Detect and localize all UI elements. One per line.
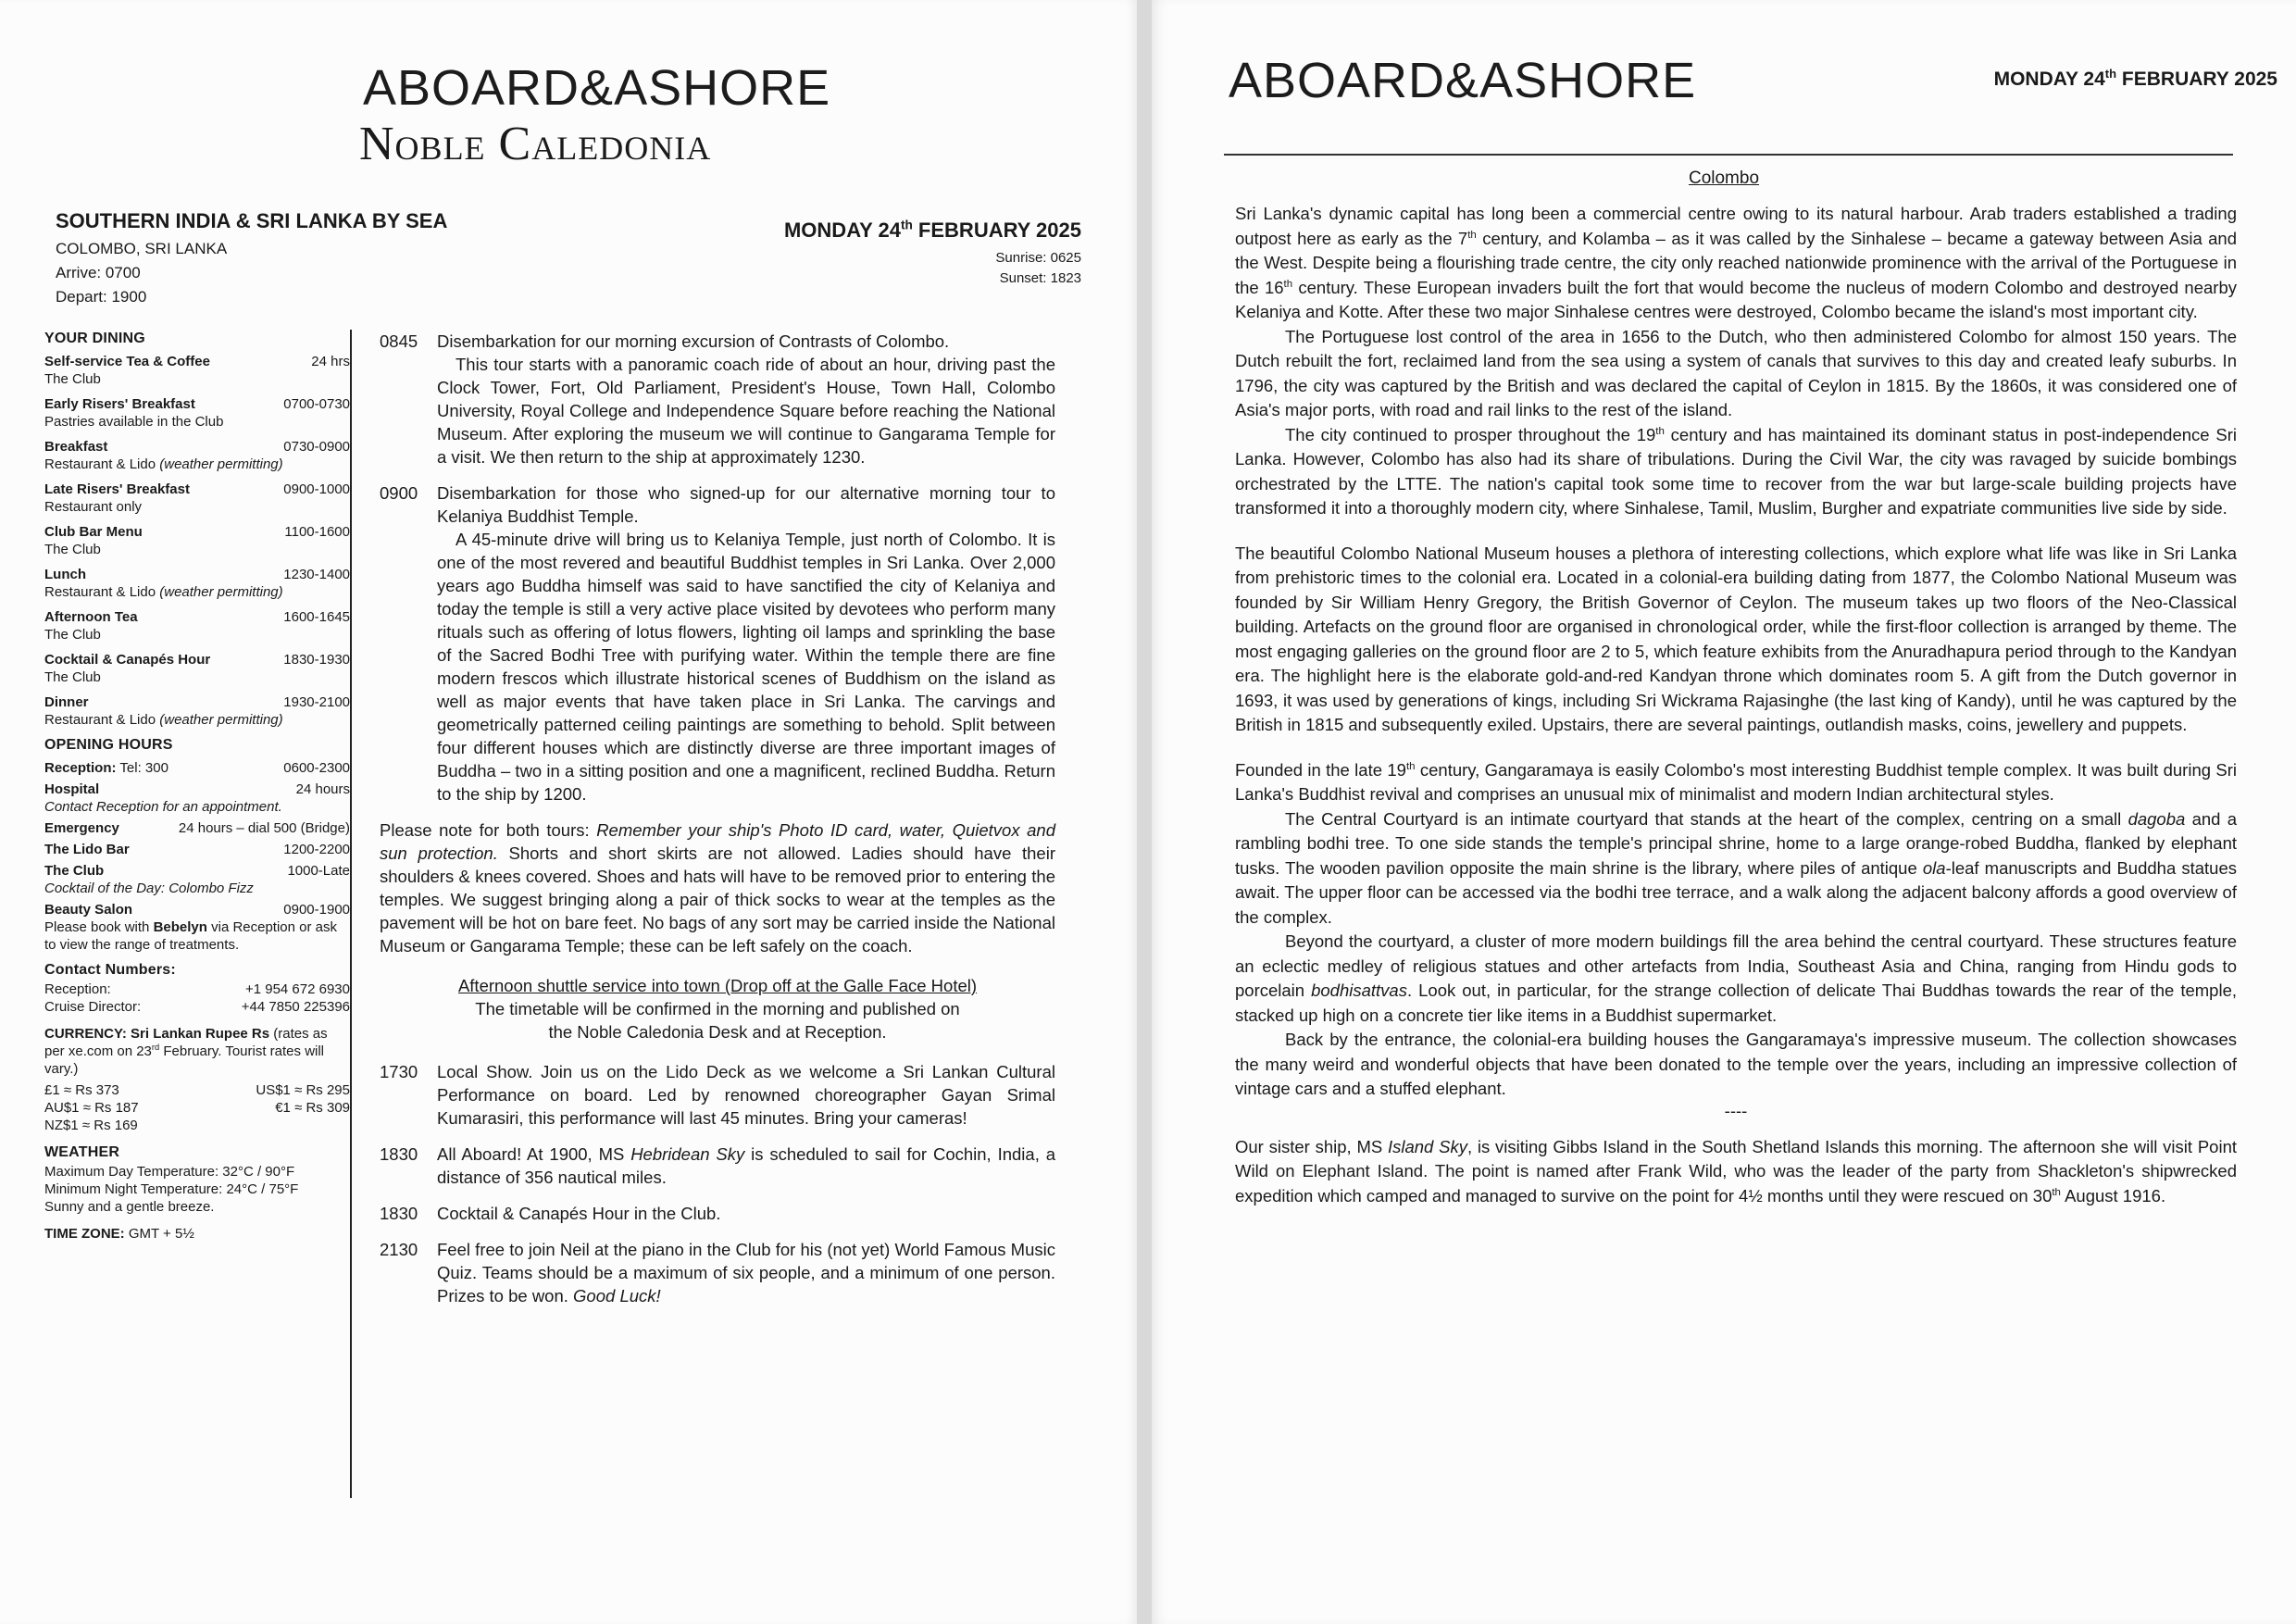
entry-italic: Good Luck! bbox=[573, 1286, 661, 1305]
dining-row bbox=[44, 438, 350, 473]
entry-text: on board. Led by renowned choreographer Gayan Srimal Kumarasiri, this performance will last 45 minutes. Bring your cameras! bbox=[437, 1085, 1055, 1128]
dining-time: 1230-1400 bbox=[283, 567, 350, 582]
dining-name: Cocktail & Canapés Hour bbox=[44, 652, 211, 668]
rate-row bbox=[44, 1099, 350, 1117]
entry-text: A 45-minute drive will bring us to Kelaniya Temple, just north of Colombo. It is one of the most revered and beautiful Buddhist temples in Sri Lanka. Over 2,000 years ago Buddha himself was said to have sanctified the city of Kelaniya and today the temple is still a very active place visited by devotees who perform many rituals such as offering of lotus flowers, lighting oil lamps and sprinkling the base of the Sacred Bodhi Tree with purifying water. Within the temple there are fine modern frescos which illustrate historical scenes of Buddhism on the island as well as major events that have taken place in Sri Lanka. The carvings and geometrically patterned ceiling paintings are something to behold. Split between four different houses which are distinctly diverse are three important images of Buddha – two in a sitting position and one a magnificent, reclined Buddha. Return to the ship by 1200. bbox=[437, 530, 1055, 804]
entry-text: , a distance of 356 nautical miles. bbox=[437, 1144, 1055, 1187]
para-text: century, bbox=[1415, 759, 1485, 780]
date-day: MONDAY 24 bbox=[783, 219, 901, 242]
entry-time: 0900 bbox=[380, 483, 418, 503]
masthead-title: ABOARD&ASHORE bbox=[363, 60, 831, 116]
hours-name: The Club bbox=[44, 863, 105, 879]
dining-note: (weather permitting) bbox=[159, 456, 283, 472]
paragraph bbox=[1235, 930, 2237, 1028]
dining-time: 1600-1645 bbox=[283, 609, 350, 625]
spacer bbox=[1235, 521, 2237, 542]
shuttle-title: Afternoon shuttle service into town (Drop off at the Galle Face Hotel) bbox=[457, 976, 978, 995]
entry-highlight: Neil bbox=[559, 1240, 590, 1259]
para-italic: dagoba bbox=[2128, 808, 2186, 829]
para-text: The city continued to prosper throughout the 19 bbox=[1285, 424, 1656, 444]
paragraph: Back by the entrance, the colonial-era building houses the Gangaramaya's impressive museum. The collection showcases the many weird and wonderful objects that have been donated to the temple over the years, including an impressive collection of vintage cars and a stuffed elephant. bbox=[1235, 1030, 2237, 1098]
hours-emergency bbox=[44, 819, 350, 837]
rate-row bbox=[44, 1081, 350, 1099]
para-text: -leaf manuscripts and Buddha statues await. The upper floor can be accessed via the bodhi tree terrace, and a walk along the adjacent balcony affords a good overview of the complex. bbox=[1235, 857, 2238, 927]
hours-name: Reception: bbox=[44, 760, 117, 776]
dining-row bbox=[44, 608, 350, 643]
weather-min: Minimum Night Temperature: 24°C / 75°F bbox=[44, 1181, 299, 1197]
para-highlight: Elephant Island bbox=[1302, 1161, 1424, 1181]
para-highlight: MS bbox=[1356, 1136, 1388, 1156]
itinerary-entry bbox=[380, 1060, 1055, 1130]
date-rest: FEBRUARY 2025 bbox=[2116, 69, 2277, 90]
rate-value: NZ$1 ≈ Rs 169 bbox=[44, 1118, 138, 1133]
dining-time: 1930-2100 bbox=[283, 694, 350, 710]
para-text: The beautiful bbox=[1235, 543, 1341, 563]
dining-row bbox=[44, 523, 350, 558]
entry-text: Feel free to join bbox=[437, 1240, 560, 1259]
entry-text: This tour starts with a panoramic coach ride of about an hour, driving past the Clock Tower, Fort, Old Parliament, President's House, Town Hall, Colombo University, Royal College and Independence Square before reaching the National Museum. After exploring the museum we will continue to Gangarama Temple for a visit. We then return to the ship at approximately 1230. bbox=[437, 355, 1055, 467]
entry-text: Disembarkation for those who signed-up for our alternative morning tour to bbox=[437, 483, 1055, 503]
timezone-value: GMT + 5½ bbox=[124, 1226, 194, 1242]
subbrand-title: Noble Caledonia bbox=[359, 118, 712, 170]
masthead-title: ABOARD&ASHORE bbox=[1229, 53, 1697, 108]
entry-italic: Hebridean Sky bbox=[630, 1144, 745, 1164]
entry-highlight: Kelaniya Buddhist Temple bbox=[437, 506, 634, 526]
dining-location: Pastries available in the Club bbox=[44, 414, 224, 430]
shuttle-info bbox=[380, 974, 1055, 1043]
entry-body bbox=[437, 1238, 1055, 1307]
note-italic: Remember your ship's Photo ID card, water, Quietvox and sun protection. bbox=[380, 820, 1055, 863]
hours-time: 24 hours – dial 500 (Bridge) bbox=[178, 820, 350, 836]
dining-name: Late Risers' Breakfast bbox=[44, 481, 190, 497]
entry-time: 1730 bbox=[380, 1062, 418, 1081]
entry-text: At 1900, MS bbox=[521, 1144, 631, 1164]
entry-time: 0845 bbox=[380, 331, 418, 351]
paragraph bbox=[1235, 542, 2237, 738]
hours-note-name: Bebelyn bbox=[153, 919, 207, 935]
shuttle-note: The timetable will be confirmed in the morning and published on the Noble Caledonia Desk and at Reception. bbox=[475, 999, 960, 1042]
paragraph bbox=[1235, 1135, 2237, 1209]
sunrise: Sunrise: 0625 bbox=[995, 250, 1081, 266]
date-sup: th bbox=[2104, 67, 2117, 81]
para-text: The Central Courtyard is an intimate courtyard that stands at the heart of the complex, centring on a small bbox=[1285, 808, 2128, 829]
dining-location: The Club bbox=[44, 542, 101, 557]
hours-note: Please book with bbox=[44, 919, 154, 935]
entry-text: Join us on the Lido Deck as we welcome a bbox=[532, 1062, 904, 1081]
rate-value: £1 ≈ Rs 373 bbox=[44, 1082, 119, 1098]
para-text: Sri Lanka's dynamic capital has long been a commercial centre owing to its natural harbour. Arab traders established a trading outpost here as early as the 7 bbox=[1235, 204, 2237, 248]
entry-highlight: Cochin, India bbox=[932, 1144, 1035, 1164]
entry-highlight: Cocktail & Canapés Hour bbox=[437, 1204, 630, 1223]
arrive-time: Arrive: 0700 bbox=[56, 264, 141, 281]
currency-block bbox=[44, 1025, 350, 1078]
date-sup: th bbox=[900, 218, 913, 232]
para-text: in the bbox=[1648, 1136, 1703, 1156]
note-text: Please note for both tours: bbox=[380, 820, 597, 840]
hours-name: Beauty Salon bbox=[44, 902, 133, 918]
para-text: century. These European invaders built the fort that would become the nucleus of modern Colombo and destroyed nearby Kelaniya and Kotte. After these two major Sinhalese centres were destroyed, Colombo became the island's most important city. bbox=[1235, 277, 2237, 321]
paragraph bbox=[1235, 807, 2237, 931]
dining-name: Early Risers' Breakfast bbox=[44, 396, 195, 412]
para-sup: th bbox=[1283, 278, 1293, 290]
hours-hospital bbox=[44, 781, 350, 816]
hours-note: Cocktail of the Day: Colombo Fizz bbox=[44, 881, 254, 896]
weather-max: Maximum Day Temperature: 32°C / 90°F bbox=[44, 1164, 295, 1180]
para-text: Founded in the late 19 bbox=[1235, 759, 1406, 780]
contact-label: Reception: bbox=[44, 981, 111, 997]
hours-time: 0900-1900 bbox=[283, 902, 350, 918]
para-text: this morning. The afternoon she will visit bbox=[1878, 1136, 2198, 1156]
hours-time: 1200-2200 bbox=[283, 842, 350, 857]
dining-heading: YOUR DINING bbox=[44, 331, 145, 346]
contact-heading: Contact Numbers: bbox=[44, 962, 176, 978]
para-text: and a rambling bodhi tree. To one side stands the temple's principal shrine, home to a large orange-robed Buddha, flanked by elephant tusks. The wooden pavilion opposite the main shrine is the library, where piles of antique bbox=[1235, 808, 2238, 878]
contact-reception bbox=[44, 981, 350, 998]
weather-heading: WEATHER bbox=[44, 1144, 120, 1160]
currency-label: CURRENCY: Sri Lankan Rupee Rs bbox=[44, 1026, 270, 1042]
port-info bbox=[56, 237, 227, 309]
column-divider bbox=[350, 330, 352, 1498]
dining-name: Breakfast bbox=[44, 439, 108, 455]
para-text: century and has maintained its dominant status in post-independence Sri Lanka. However, Colombo has also had its share of tribulations. During the Civil War, the city was ravaged by suicide bombings orchestrated by the LTTE. The nation's capital took some time to recover from the war but large-scale building projects have transformed it into a thoroughly modern city, where Sinhalese, Tamil, Muslim, Burgher and expatriate communities live side by side. bbox=[1235, 424, 2237, 518]
contact-director bbox=[44, 998, 350, 1016]
currency-note: February. Tourist rates will vary.) bbox=[44, 1043, 325, 1077]
entry-time: 2130 bbox=[380, 1240, 418, 1259]
dining-name: Afternoon Tea bbox=[44, 609, 138, 625]
entry-text: . bbox=[633, 506, 639, 526]
paragraph: The Portuguese lost control of the area in 1656 to the Dutch, who then administered Colombo for almost 150 years. The Dutch rebuilt the fort, reclaimed land from the sea using a system of canals that survives to this day and created leafy suburbs. In 1796, the city was captured by the British and was declared the capital of Ceylon in 1815. By the 1860s, it was considered one of Asia's major ports, with road and rail links to the rest of the island. bbox=[1235, 326, 2237, 419]
entry-highlight: Sri Lankan Cultural Performance bbox=[437, 1062, 1055, 1105]
dining-row bbox=[44, 353, 350, 388]
dining-time: 1830-1930 bbox=[283, 652, 350, 668]
entry-text: in the Club. bbox=[629, 1204, 721, 1223]
entry-body bbox=[437, 330, 1055, 468]
dining-location: The Club bbox=[44, 669, 101, 685]
rate-value: US$1 ≈ Rs 295 bbox=[256, 1082, 350, 1098]
dining-list bbox=[44, 353, 350, 729]
para-text: . Look out, in particular, for the strange collection of delicate Thai Buddhas towards the rear of the temple, stacked up high on a concrete tier like items in a Buddhist supermarket. bbox=[1235, 981, 2238, 1025]
currency-note: (rates as per xe.com on 23 bbox=[44, 1026, 328, 1059]
dining-note: (weather permitting) bbox=[159, 584, 283, 600]
timezone-label: TIME ZONE: bbox=[44, 1226, 125, 1242]
para-text: . The point is named after Frank Wild, who was the leader of the party from Shackleton's shipwrecked expedition which camped and managed to survive on the point for 4½ months until they were rescued on 30 bbox=[1235, 1161, 2238, 1206]
dining-location: The Club bbox=[44, 627, 101, 643]
para-italic: bodhisattvas bbox=[1311, 981, 1407, 1000]
weather-desc: Sunny and a gentle breeze. bbox=[44, 1199, 215, 1215]
entry-text: Teams should be a maximum of six people, and a minimum of one person. Prizes to be won. bbox=[437, 1263, 1055, 1305]
section-heading: Colombo bbox=[1688, 169, 1760, 188]
left-page bbox=[0, 0, 1137, 1624]
entry-text: Disembarkation for our morning excursion of bbox=[437, 331, 780, 351]
para-highlight: Gibbs Island bbox=[1553, 1136, 1649, 1156]
hours-tel: Tel: 300 bbox=[116, 760, 168, 776]
header-rule bbox=[1224, 154, 2233, 156]
date-rest: FEBRUARY 2025 bbox=[912, 219, 1081, 242]
itinerary bbox=[380, 330, 1055, 1320]
currency-note-sup: rd bbox=[151, 1043, 160, 1052]
port-name: COLOMBO, SRI LANKA bbox=[56, 240, 228, 257]
info-sidebar bbox=[44, 330, 350, 1243]
hours-name: Emergency bbox=[44, 820, 119, 836]
hours-time: 24 hours bbox=[295, 781, 350, 797]
entry-highlight: World Famous Music Quiz. bbox=[437, 1240, 1055, 1282]
para-text: houses a plethora of interesting collections, which explore what life was like in Sri Lanka from prehistoric times to the colonial era. Located in a colonial-era building dating from 1877, the Colombo National Museum was founded by Sir William Henry Gregory, the British Governor of Ceylon. The museum takes up two floors of the Neo-Classical building. Artefacts on the ground floor are organised in chronological order, while the first-floor collection is arranged by theme. The most engaging galleries on the ground floor are 2 to 5, which feature exhibits from the Anuradhapura period through to the Kandyan era. The highlight here is the elaborate gold-and-red Kandyan throne which dominates room 5. A gift from the Dutch governor in 1693, it was used by generations of kings, including Sri Wickrama Rajasinghe (the last king of Kandy), until he was captured by the British in 1815 and subsequently exiled. Upstairs, there are several paintings, outlandish masks, coins, jewellery and puppets. bbox=[1235, 543, 2238, 734]
entry-time: 1830 bbox=[380, 1204, 418, 1223]
hours-name: Hospital bbox=[44, 781, 100, 797]
dining-row bbox=[44, 481, 350, 516]
dining-name: Self-service Tea & Coffee bbox=[44, 354, 210, 369]
date-day: MONDAY 24 bbox=[1993, 69, 2105, 90]
entry-highlight: Local Show. bbox=[437, 1062, 533, 1081]
rate-value: AU$1 ≈ Rs 187 bbox=[44, 1100, 139, 1116]
itinerary-entry bbox=[380, 481, 1055, 806]
page-date bbox=[1994, 69, 2277, 91]
dining-location: Restaurant & Lido bbox=[44, 584, 160, 600]
dining-row bbox=[44, 566, 350, 601]
dining-location: Restaurant & Lido bbox=[44, 712, 160, 728]
hours-time: 0600-2300 bbox=[283, 760, 350, 776]
note-text: Shorts and short skirts are not allowed. Ladies should have their shoulders & knees covered. Shoes and hats will have to be removed prior to entering the temples. We suggest bringing along a pair of thick socks to wear at the temples as the pavement will be hot on bare feet. No bags of any sort may be carried inside the National Museum or Gangarama Temple; these can be left safely on the coach. bbox=[380, 843, 1055, 956]
dining-note: (weather permitting) bbox=[159, 712, 283, 728]
para-sup: th bbox=[1405, 760, 1416, 772]
dining-row bbox=[44, 395, 350, 431]
para-text: , is visiting bbox=[1466, 1136, 1554, 1156]
para-text: Our sister ship, bbox=[1235, 1136, 1357, 1156]
para-sup: th bbox=[1655, 425, 1665, 437]
dining-location: Restaurant & Lido bbox=[44, 456, 160, 472]
contact-label: Cruise Director: bbox=[44, 999, 142, 1015]
para-text: on bbox=[1267, 1161, 1303, 1181]
dining-time: 0900-1000 bbox=[283, 481, 350, 497]
cruise-title: SOUTHERN INDIA & SRI LANKA BY SEA bbox=[56, 209, 448, 232]
hours-note: Contact Reception for an appointment. bbox=[44, 799, 282, 815]
para-highlight: South Shetland Islands bbox=[1702, 1136, 1879, 1156]
sun-times bbox=[995, 248, 1081, 289]
dining-time: 0700-0730 bbox=[283, 396, 350, 412]
entry-body bbox=[437, 1060, 1055, 1130]
itinerary-entry bbox=[380, 1143, 1055, 1189]
dining-location: The Club bbox=[44, 371, 101, 387]
dining-row bbox=[44, 651, 350, 686]
para-highlight: Colombo National Museum bbox=[1341, 543, 1550, 563]
contact-value: +1 954 672 6930 bbox=[244, 981, 350, 997]
para-highlight: Gangaramaya bbox=[1484, 759, 1593, 780]
entry-body bbox=[437, 481, 1055, 806]
right-page bbox=[1152, 0, 2296, 1624]
hours-name: The Lido Bar bbox=[44, 842, 130, 857]
dining-name: Club Bar Menu bbox=[44, 524, 143, 540]
contact-value: +44 7850 225396 bbox=[241, 999, 350, 1015]
dining-time: 0730-0900 bbox=[283, 439, 350, 455]
para-italic: ola bbox=[1922, 857, 1946, 878]
separator: ---- bbox=[1724, 1100, 1748, 1120]
entry-text: is scheduled to sail for bbox=[744, 1144, 933, 1164]
para-text: August 1916. bbox=[2060, 1185, 2166, 1206]
spacer bbox=[1235, 738, 2237, 758]
dining-row bbox=[44, 693, 350, 729]
entry-body bbox=[437, 1202, 1055, 1225]
rate-value: €1 ≈ Rs 309 bbox=[275, 1100, 350, 1116]
dining-location: Restaurant only bbox=[44, 499, 143, 515]
dining-name: Dinner bbox=[44, 694, 89, 710]
entry-time: 1830 bbox=[380, 1144, 418, 1164]
entry-highlight: All Aboard! bbox=[437, 1144, 522, 1164]
itinerary-entry bbox=[380, 330, 1055, 468]
rate-row bbox=[44, 1117, 350, 1134]
dining-name: Lunch bbox=[44, 567, 86, 582]
entry-highlight: Contrasts of Colombo. bbox=[779, 331, 950, 351]
hours-lido bbox=[44, 841, 350, 858]
paragraph bbox=[1235, 758, 2237, 807]
dining-time: 24 hrs bbox=[311, 354, 350, 369]
hours-reception bbox=[44, 759, 350, 777]
para-text: is easily Colombo's most interesting Buddhist temple complex. It was built during Sri Lanka's Buddhist revival and comprises an unusual mix of minimalist and modern Indian architectural styles. bbox=[1235, 759, 2237, 804]
page-date bbox=[784, 219, 1081, 243]
itinerary-entry bbox=[380, 1202, 1055, 1225]
para-italic: Island Sky bbox=[1387, 1136, 1467, 1156]
para-text: century, and Kolamba – as it was called by the Sinhalese – became a gateway between Asia and the West. Despite being a flourishing trade centre, the city only reached nationwide prominence with the arrival of the Portuguese in the 16 bbox=[1235, 228, 2238, 297]
para-highlight: Point Wild bbox=[1235, 1136, 2237, 1181]
article-body bbox=[1235, 202, 2237, 1208]
paragraph bbox=[1235, 423, 2237, 521]
hours-note: via Reception or ask to view the range of treatments. bbox=[44, 919, 338, 953]
para-sup: th bbox=[1467, 229, 1477, 241]
para-text: Beyond the courtyard, a cluster of more modern buildings fill the area behind the central courtyard. These structures feature an eclectic medley of religious statues and other artefacts from India, Southeast Asia and China, ranging from Hindu gods to porcelain bbox=[1235, 931, 2237, 1000]
entry-body bbox=[437, 1143, 1055, 1189]
timezone bbox=[44, 1225, 350, 1243]
hours-time: 1000-Late bbox=[287, 863, 350, 879]
hours-beauty bbox=[44, 901, 350, 954]
entry-text: at the piano in the Club for his (not yet) bbox=[589, 1240, 895, 1259]
spacer bbox=[1235, 1126, 2237, 1135]
hours-heading: OPENING HOURS bbox=[44, 737, 173, 753]
sunset: Sunset: 1823 bbox=[999, 270, 1081, 286]
hours-club bbox=[44, 862, 350, 897]
paragraph bbox=[1235, 202, 2237, 325]
para-sup: th bbox=[2052, 1186, 2061, 1198]
tour-note bbox=[380, 818, 1055, 957]
itinerary-entry bbox=[380, 1238, 1055, 1307]
dining-time: 1100-1600 bbox=[284, 524, 350, 540]
depart-time: Depart: 1900 bbox=[56, 288, 147, 306]
